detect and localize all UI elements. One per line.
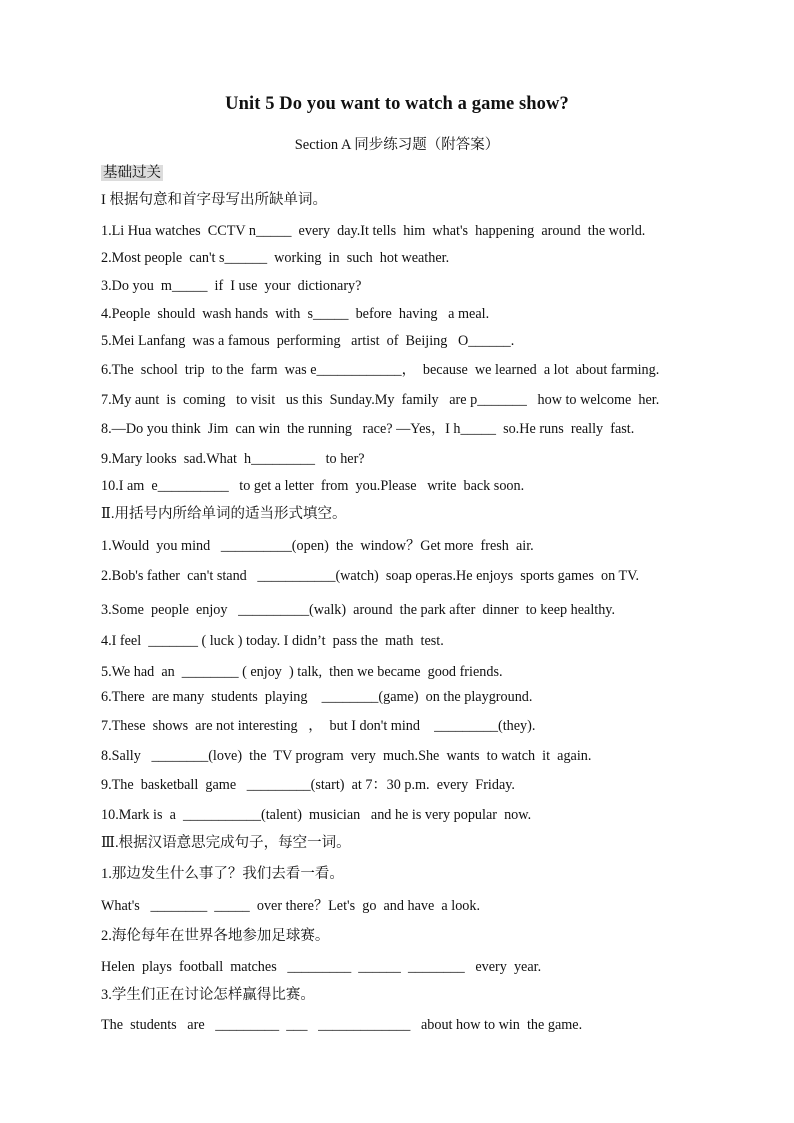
s1-question-5: 5.Mei Lanfang was a famous performing artist of Beijing O______. xyxy=(101,333,515,349)
s2-question-6: 6.There are many students playing ________(game) on the playground. xyxy=(101,689,533,705)
s1-question-3: 3.Do you m_____ if I use your dictionary? xyxy=(101,278,362,294)
s3-sentence-1: What's ________ _____ over there？Let's go and have a look. xyxy=(101,898,481,914)
s2-question-5: 5.We had an ________ ( enjoy ) talk, then we became good friends. xyxy=(101,664,503,680)
section-2-heading: Ⅱ.用括号内所给单词的适当形式填空。 xyxy=(101,506,347,522)
s3-sentence-3: The students are _________ ___ _____________ about how to win the game. xyxy=(101,1017,583,1033)
section-1-heading: I 根据句意和首字母写出所缺单词。 xyxy=(101,192,327,208)
s1-question-1: 1.Li Hua watches CCTV n_____ every day.It tells him what's happening around the world. xyxy=(101,223,646,239)
section-tag-label: 基础过关 xyxy=(103,165,161,181)
s1-question-6: 6.The school trip to the farm was e____________， because we learned a lot about farming. xyxy=(101,362,660,378)
section-3-heading: Ⅲ.根据汉语意思完成句子，每空一词。 xyxy=(101,835,351,851)
s3-sentence-2: Helen plays football matches _________ ______ ________ every year. xyxy=(101,959,542,975)
s2-question-1: 1.Would you mind __________(open) the window？Get more fresh air. xyxy=(101,538,534,554)
s3-prompt-3: 3.学生们正在讨论怎样赢得比赛。 xyxy=(101,987,315,1003)
page-subtitle: Section A 同步练习题（附答案） xyxy=(294,137,500,153)
s1-question-4: 4.People should wash hands with s_____ before having a meal. xyxy=(101,306,490,322)
s2-question-9: 9.The basketball game _________(start) at 7：30 p.m. every Friday. xyxy=(101,777,515,793)
s2-question-2: 2.Bob's father can't stand ___________(watch) soap operas.He enjoys sports games on TV. xyxy=(101,568,640,584)
s1-question-7: 7.My aunt is coming to visit us this Sunday.My family are p_______ how to welcome her. xyxy=(101,392,660,408)
s2-question-10: 10.Mark is a ___________(talent) musician and he is very popular now. xyxy=(101,807,532,823)
s1-question-8: 8.—Do you think Jim can win the running race? —Yes，I h_____ so.He runs really fast. xyxy=(101,421,635,437)
section-tag xyxy=(101,164,163,182)
s3-prompt-1: 1.那边发生什么事了？我们去看一看。 xyxy=(101,866,344,882)
s3-prompt-2: 2.海伦每年在世界各地参加足球赛。 xyxy=(101,928,330,944)
s2-question-4: 4.I feel _______ ( luck ) today. I didn’t pass the math test. xyxy=(101,633,444,649)
s2-question-8: 8.Sally ________(love) the TV program very much.She wants to watch it again. xyxy=(101,748,592,764)
s1-question-10: 10.I am e__________ to get a letter from you.Please write back soon. xyxy=(101,478,525,494)
s2-question-7: 7.These shows are not interesting ， but I don't mind _________(they). xyxy=(101,718,536,734)
page-title: Unit 5 Do you want to watch a game show? xyxy=(225,94,569,114)
s2-question-3: 3.Some people enjoy __________(walk) around the park after dinner to keep healthy. xyxy=(101,602,616,618)
s1-question-9: 9.Mary looks sad.What h_________ to her? xyxy=(101,451,365,467)
s1-question-2: 2.Most people can't s______ working in such hot weather. xyxy=(101,250,450,266)
